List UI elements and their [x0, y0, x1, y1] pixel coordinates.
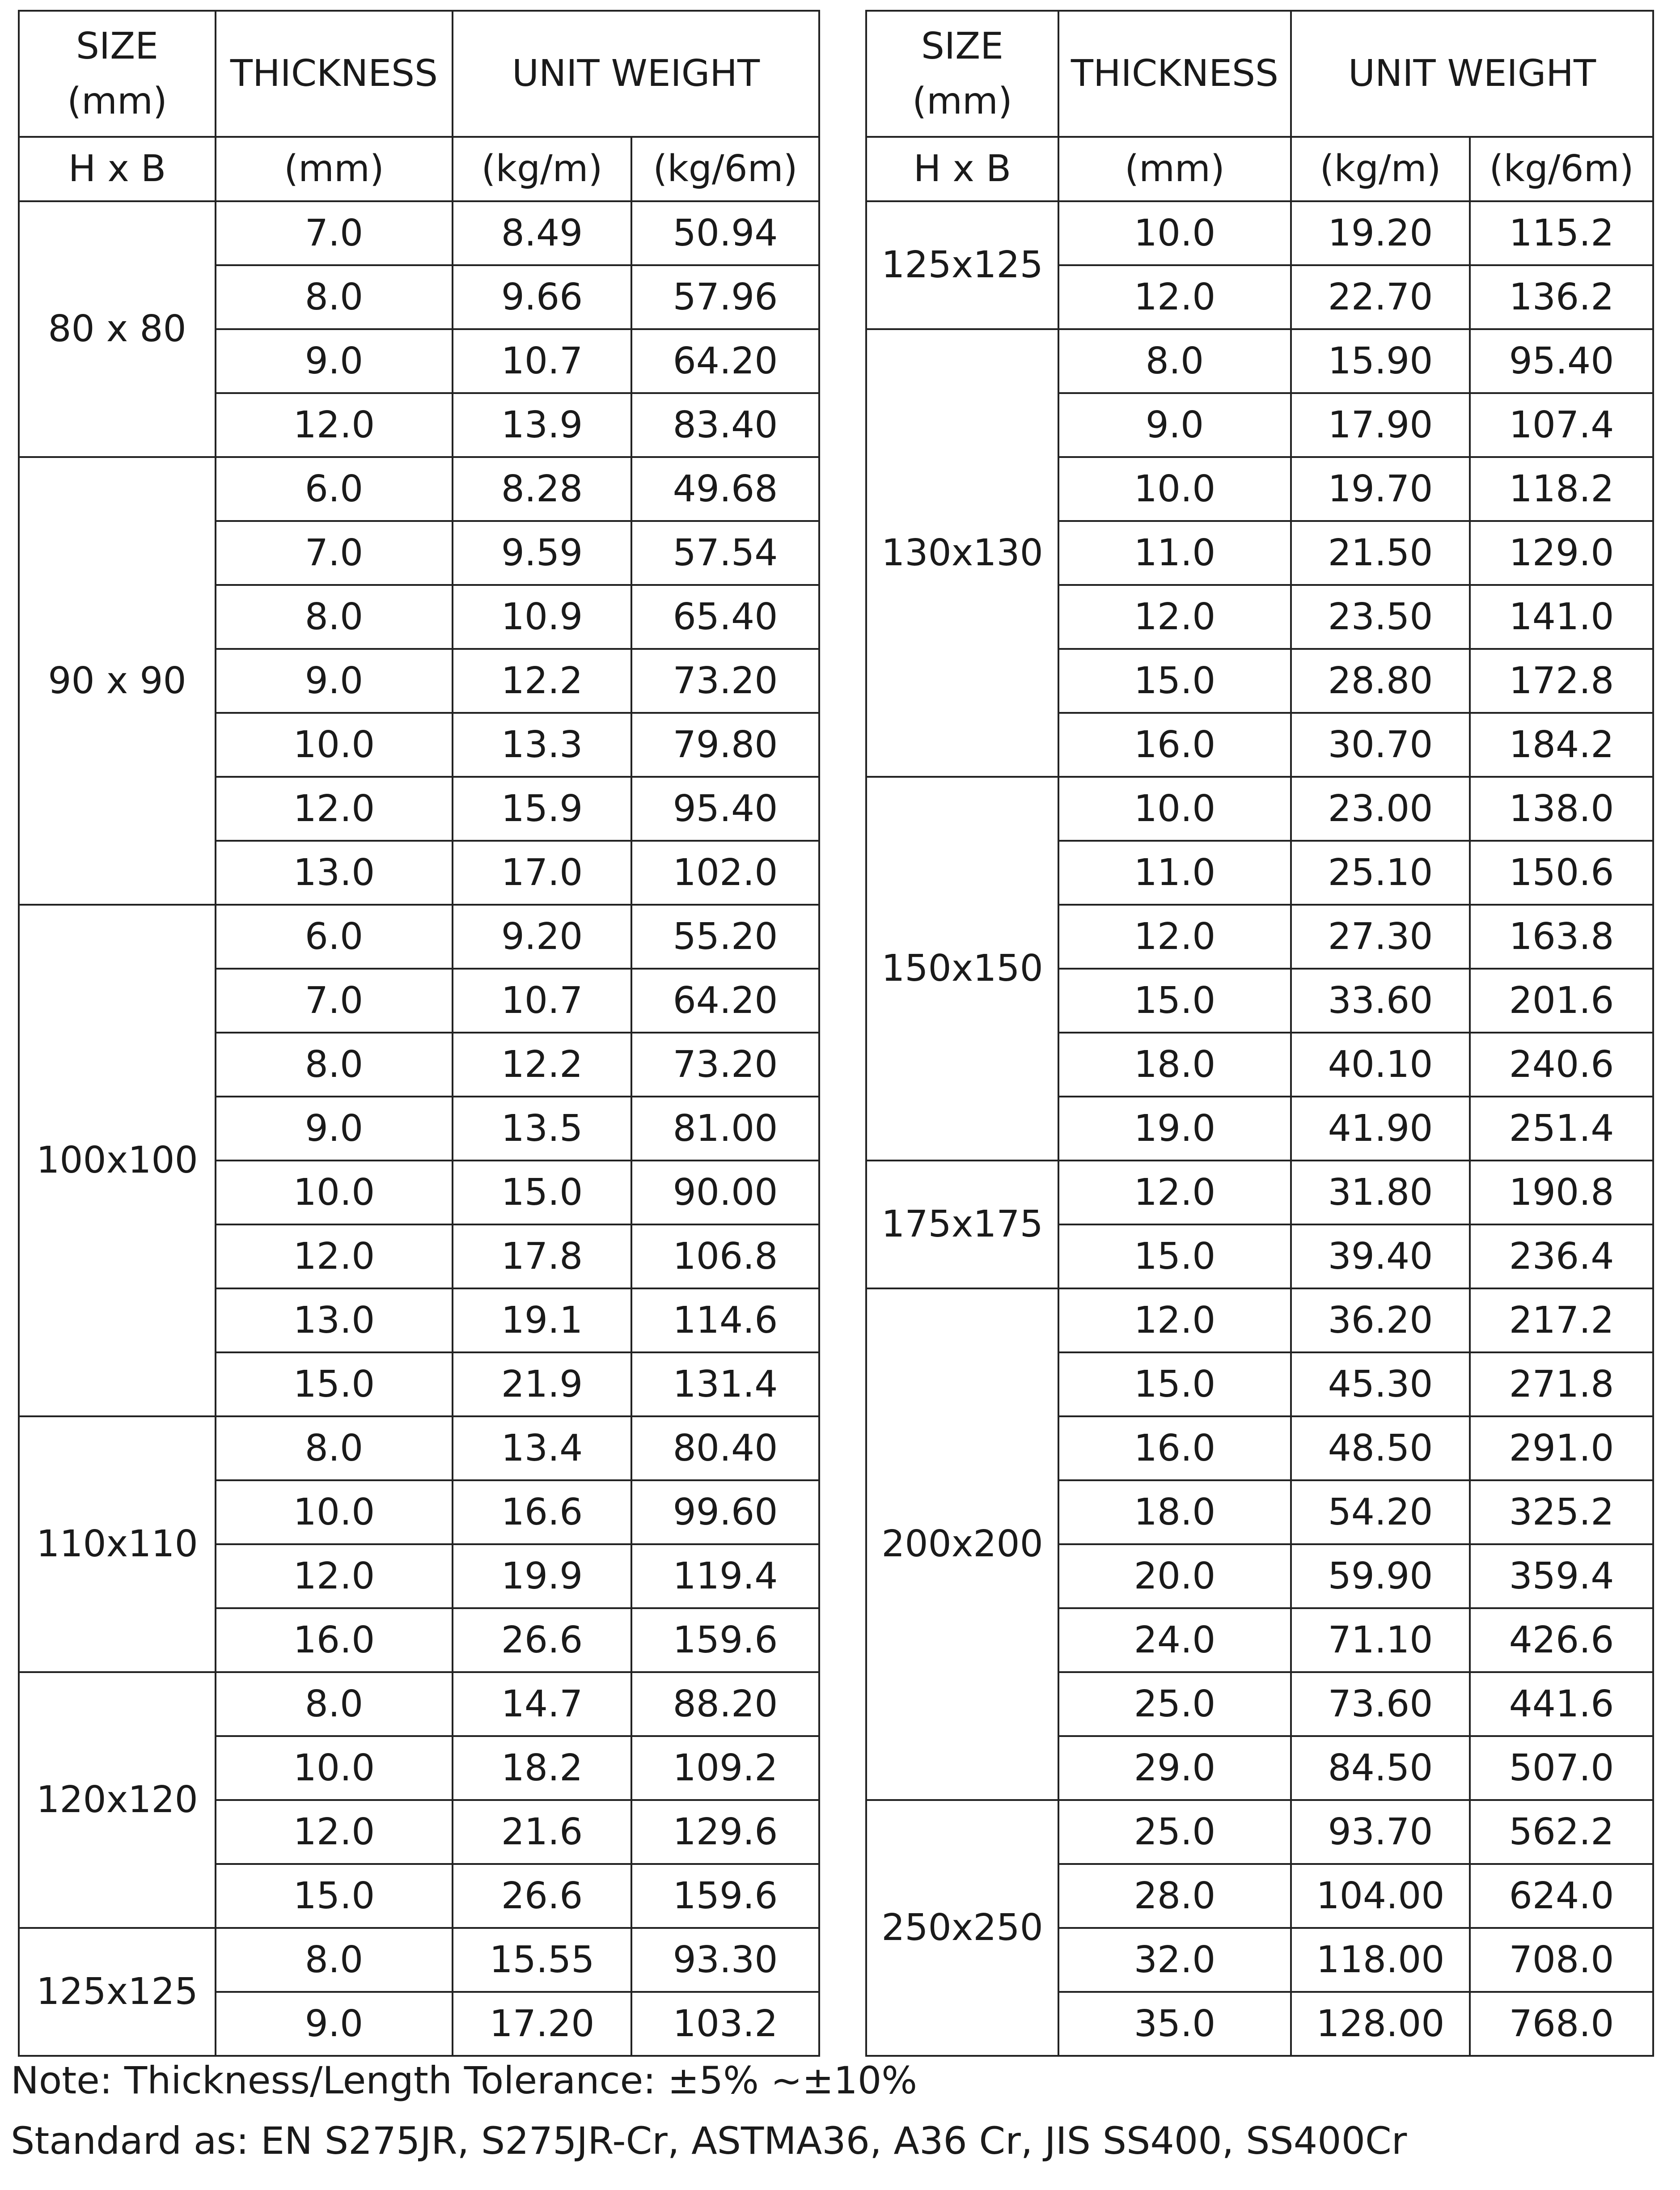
thickness-cell: 32.0 [1058, 1928, 1291, 1992]
weight-kgm-cell: 45.30 [1291, 1352, 1470, 1416]
thickness-cell: 16.0 [1058, 1416, 1291, 1480]
thickness-cell: 15.0 [1058, 1352, 1291, 1416]
size-header-label: SIZE [76, 25, 159, 68]
thickness-cell: 18.0 [1058, 1033, 1291, 1097]
weight-kgm-cell: 13.9 [453, 393, 631, 457]
thickness-cell: 12.0 [1058, 585, 1291, 649]
table-row [866, 1288, 1653, 1352]
weight-kg6m-cell: 624.0 [1470, 1864, 1653, 1928]
weight-kg6m-cell: 325.2 [1470, 1480, 1653, 1544]
weight-kgm-header: (kg/m) [453, 137, 631, 201]
weight-kgm-cell: 19.20 [1291, 201, 1470, 265]
size-header [866, 11, 1058, 137]
size-cell: 175x175 [866, 1161, 1058, 1288]
weight-kgm-cell: 17.8 [453, 1224, 631, 1288]
weight-kgm-cell: 19.70 [1291, 457, 1470, 521]
size-cell: 125x125 [19, 1928, 216, 2056]
weight-kgm-cell: 10.7 [453, 969, 631, 1033]
thickness-header: THICKNESS [1058, 11, 1291, 137]
weight-kg6m-cell: 106.8 [631, 1224, 819, 1288]
weight-kg6m-cell: 441.6 [1470, 1672, 1653, 1736]
weight-kgm-cell: 15.9 [453, 777, 631, 841]
thickness-cell: 15.0 [1058, 649, 1291, 713]
thickness-cell: 25.0 [1058, 1672, 1291, 1736]
weight-kg6m-cell: 73.20 [631, 649, 819, 713]
weight-kg6m-cell: 251.4 [1470, 1097, 1653, 1161]
thickness-cell: 13.0 [216, 1288, 453, 1352]
weight-kgm-cell: 104.00 [1291, 1864, 1470, 1928]
weight-kg6m-header: (kg/6m) [631, 137, 819, 201]
thickness-cell: 15.0 [216, 1352, 453, 1416]
weight-kgm-cell: 71.10 [1291, 1608, 1470, 1672]
thickness-cell: 8.0 [216, 1928, 453, 1992]
weight-kgm-cell: 9.20 [453, 905, 631, 969]
thickness-cell: 8.0 [1058, 329, 1291, 393]
weight-kg6m-cell: 73.20 [631, 1033, 819, 1097]
table-row [19, 457, 819, 521]
thickness-cell: 12.0 [216, 1800, 453, 1864]
weight-kgm-cell: 21.50 [1291, 521, 1470, 585]
weight-kgm-cell: 13.3 [453, 713, 631, 777]
weight-kgm-cell: 30.70 [1291, 713, 1470, 777]
weight-kgm-cell: 22.70 [1291, 265, 1470, 329]
table-row [866, 777, 1653, 841]
thickness-cell: 11.0 [1058, 521, 1291, 585]
thickness-cell: 20.0 [1058, 1544, 1291, 1608]
weight-kg6m-cell: 201.6 [1470, 969, 1653, 1033]
weight-kg6m-cell: 129.6 [631, 1800, 819, 1864]
thickness-cell: 9.0 [216, 649, 453, 713]
weight-kg6m-cell: 83.40 [631, 393, 819, 457]
thickness-cell: 10.0 [216, 1480, 453, 1544]
thickness-cell: 15.0 [1058, 969, 1291, 1033]
weight-kgm-cell: 16.6 [453, 1480, 631, 1544]
weight-kgm-cell: 9.59 [453, 521, 631, 585]
right-weight-table [865, 10, 1654, 2057]
weight-kg6m-cell: 236.4 [1470, 1224, 1653, 1288]
weight-kgm-cell: 10.9 [453, 585, 631, 649]
weight-kgm-cell: 25.10 [1291, 841, 1470, 905]
size-cell: 120x120 [19, 1672, 216, 1928]
thickness-cell: 28.0 [1058, 1864, 1291, 1928]
weight-kg6m-cell: 708.0 [1470, 1928, 1653, 1992]
weight-kg6m-cell: 95.40 [1470, 329, 1653, 393]
standard-note: Standard as: EN S275JR, S275JR-Cr, ASTMA36, A36 Cr, JIS SS400, SS400Cr [11, 2119, 1407, 2163]
thickness-cell: 19.0 [1058, 1097, 1291, 1161]
size-cell: 130x130 [866, 329, 1058, 777]
thickness-cell: 8.0 [216, 265, 453, 329]
weight-kg6m-cell: 95.40 [631, 777, 819, 841]
weight-kgm-cell: 15.0 [453, 1161, 631, 1224]
weight-kg6m-cell: 90.00 [631, 1161, 819, 1224]
weight-kgm-cell: 40.10 [1291, 1033, 1470, 1097]
weight-kg6m-cell: 93.30 [631, 1928, 819, 1992]
size-subheader: H x B [866, 137, 1058, 201]
thickness-cell: 6.0 [216, 905, 453, 969]
weight-kgm-cell: 13.5 [453, 1097, 631, 1161]
weight-kg6m-cell: 562.2 [1470, 1800, 1653, 1864]
thickness-cell: 8.0 [216, 1416, 453, 1480]
thickness-cell: 10.0 [216, 713, 453, 777]
weight-kg6m-cell: 65.40 [631, 585, 819, 649]
weight-kgm-cell: 12.2 [453, 649, 631, 713]
size-cell: 100x100 [19, 905, 216, 1416]
size-cell: 110x110 [19, 1416, 216, 1672]
thickness-cell: 9.0 [216, 1992, 453, 2056]
thickness-cell: 11.0 [1058, 841, 1291, 905]
table-row [19, 905, 819, 969]
weight-kgm-cell: 15.90 [1291, 329, 1470, 393]
table-row [19, 1928, 819, 1992]
thickness-cell: 29.0 [1058, 1736, 1291, 1800]
weight-kg6m-cell: 57.96 [631, 265, 819, 329]
size-cell: 80 x 80 [19, 201, 216, 457]
weight-kgm-cell: 41.90 [1291, 1097, 1470, 1161]
notes-block [11, 2059, 1407, 2182]
thickness-cell: 9.0 [216, 329, 453, 393]
weight-kgm-cell: 19.9 [453, 1544, 631, 1608]
weight-kg6m-cell: 768.0 [1470, 1992, 1653, 2056]
weight-kgm-cell: 19.1 [453, 1288, 631, 1352]
weight-kg6m-cell: 136.2 [1470, 265, 1653, 329]
size-cell: 200x200 [866, 1288, 1058, 1800]
weight-kg6m-cell: 141.0 [1470, 585, 1653, 649]
weight-kgm-cell: 17.0 [453, 841, 631, 905]
thickness-cell: 18.0 [1058, 1480, 1291, 1544]
weight-kgm-cell: 27.30 [1291, 905, 1470, 969]
table-row [866, 1800, 1653, 1864]
weight-kg6m-cell: 159.6 [631, 1864, 819, 1928]
weight-kg6m-cell: 102.0 [631, 841, 819, 905]
weight-kg6m-header: (kg/6m) [1470, 137, 1653, 201]
thickness-cell: 15.0 [1058, 1224, 1291, 1288]
weight-kg6m-cell: 426.6 [1470, 1608, 1653, 1672]
weight-kgm-cell: 17.20 [453, 1992, 631, 2056]
weight-kg6m-cell: 64.20 [631, 969, 819, 1033]
weight-kg6m-cell: 271.8 [1470, 1352, 1653, 1416]
weight-kgm-cell: 59.90 [1291, 1544, 1470, 1608]
weight-kg6m-cell: 131.4 [631, 1352, 819, 1416]
weight-kg6m-cell: 79.80 [631, 713, 819, 777]
thickness-cell: 16.0 [1058, 713, 1291, 777]
weight-kgm-cell: 18.2 [453, 1736, 631, 1800]
size-header [19, 11, 216, 137]
weight-kg6m-cell: 114.6 [631, 1288, 819, 1352]
weight-kg6m-cell: 55.20 [631, 905, 819, 969]
weight-kg6m-cell: 118.2 [1470, 457, 1653, 521]
thickness-cell: 12.0 [216, 1544, 453, 1608]
weight-kgm-cell: 26.6 [453, 1864, 631, 1928]
weight-kgm-cell: 17.90 [1291, 393, 1470, 457]
thickness-cell: 10.0 [1058, 201, 1291, 265]
weight-kg6m-cell: 150.6 [1470, 841, 1653, 905]
thickness-cell: 13.0 [216, 841, 453, 905]
weight-kg6m-cell: 80.40 [631, 1416, 819, 1480]
thickness-unit: (mm) [216, 137, 453, 201]
table-row [19, 1672, 819, 1736]
right-table-body [866, 201, 1653, 2056]
weight-kgm-cell: 9.66 [453, 265, 631, 329]
weight-kgm-cell: 28.80 [1291, 649, 1470, 713]
thickness-cell: 10.0 [216, 1161, 453, 1224]
table-row [866, 201, 1653, 265]
thickness-cell: 10.0 [1058, 777, 1291, 841]
left-weight-table [18, 10, 820, 2057]
thickness-cell: 8.0 [216, 1033, 453, 1097]
weight-kgm-cell: 54.20 [1291, 1480, 1470, 1544]
size-subheader: H x B [19, 137, 216, 201]
thickness-unit: (mm) [1058, 137, 1291, 201]
weight-kgm-header: (kg/m) [1291, 137, 1470, 201]
thickness-cell: 24.0 [1058, 1608, 1291, 1672]
thickness-cell: 8.0 [216, 585, 453, 649]
weight-kgm-cell: 48.50 [1291, 1416, 1470, 1480]
weight-kgm-cell: 93.70 [1291, 1800, 1470, 1864]
weight-kgm-cell: 26.6 [453, 1608, 631, 1672]
thickness-header: THICKNESS [216, 11, 453, 137]
weight-kg6m-cell: 129.0 [1470, 521, 1653, 585]
weight-kgm-cell: 12.2 [453, 1033, 631, 1097]
weight-kgm-cell: 73.60 [1291, 1672, 1470, 1736]
weight-kg6m-cell: 115.2 [1470, 201, 1653, 265]
left-table-body [19, 201, 819, 2056]
table-row [866, 1161, 1653, 1224]
weight-kg6m-cell: 291.0 [1470, 1416, 1653, 1480]
weight-kg6m-cell: 240.6 [1470, 1033, 1653, 1097]
weight-kgm-cell: 10.7 [453, 329, 631, 393]
weight-kg6m-cell: 49.68 [631, 457, 819, 521]
table-row [19, 201, 819, 265]
thickness-cell: 25.0 [1058, 1800, 1291, 1864]
weight-kgm-cell: 128.00 [1291, 1992, 1470, 2056]
weight-kgm-cell: 23.00 [1291, 777, 1470, 841]
weight-kgm-cell: 118.00 [1291, 1928, 1470, 1992]
weight-kg6m-cell: 217.2 [1470, 1288, 1653, 1352]
size-cell: 125x125 [866, 201, 1058, 329]
weight-kg6m-cell: 172.8 [1470, 649, 1653, 713]
thickness-cell: 9.0 [216, 1097, 453, 1161]
tolerance-note: Note: Thickness/Length Tolerance: ±5% ~±10% [11, 2059, 918, 2102]
weight-kgm-cell: 8.49 [453, 201, 631, 265]
weight-kg6m-cell: 99.60 [631, 1480, 819, 1544]
thickness-cell: 12.0 [216, 777, 453, 841]
table-row [19, 1416, 819, 1480]
weight-kg6m-cell: 138.0 [1470, 777, 1653, 841]
size-cell: 90 x 90 [19, 457, 216, 905]
weight-kgm-cell: 39.40 [1291, 1224, 1470, 1288]
weight-kg6m-cell: 507.0 [1470, 1736, 1653, 1800]
thickness-cell: 12.0 [1058, 265, 1291, 329]
size-cell: 150x150 [866, 777, 1058, 1161]
thickness-cell: 7.0 [216, 969, 453, 1033]
thickness-cell: 10.0 [1058, 457, 1291, 521]
weight-kg6m-cell: 163.8 [1470, 905, 1653, 969]
weight-kg6m-cell: 109.2 [631, 1736, 819, 1800]
weight-kg6m-cell: 359.4 [1470, 1544, 1653, 1608]
weight-kg6m-cell: 119.4 [631, 1544, 819, 1608]
weight-kgm-cell: 14.7 [453, 1672, 631, 1736]
table-row [866, 329, 1653, 393]
thickness-cell: 12.0 [1058, 1161, 1291, 1224]
thickness-cell: 12.0 [1058, 1288, 1291, 1352]
weight-kg6m-cell: 184.2 [1470, 713, 1653, 777]
weight-kgm-cell: 31.80 [1291, 1161, 1470, 1224]
weight-kgm-cell: 15.55 [453, 1928, 631, 1992]
size-unit-label: (mm) [912, 80, 1012, 123]
thickness-cell: 7.0 [216, 201, 453, 265]
unit-weight-header: UNIT WEIGHT [453, 11, 819, 137]
size-header-label: SIZE [921, 25, 1004, 68]
weight-kgm-cell: 21.6 [453, 1800, 631, 1864]
weight-kgm-cell: 36.20 [1291, 1288, 1470, 1352]
thickness-cell: 12.0 [216, 393, 453, 457]
weight-kg6m-cell: 50.94 [631, 201, 819, 265]
weight-kgm-cell: 84.50 [1291, 1736, 1470, 1800]
weight-kg6m-cell: 64.20 [631, 329, 819, 393]
weight-kg6m-cell: 88.20 [631, 1672, 819, 1736]
thickness-cell: 16.0 [216, 1608, 453, 1672]
weight-kg6m-cell: 190.8 [1470, 1161, 1653, 1224]
weight-kg6m-cell: 81.00 [631, 1097, 819, 1161]
weight-kgm-cell: 23.50 [1291, 585, 1470, 649]
thickness-cell: 12.0 [1058, 905, 1291, 969]
thickness-cell: 7.0 [216, 521, 453, 585]
thickness-cell: 8.0 [216, 1672, 453, 1736]
weight-kg6m-cell: 103.2 [631, 1992, 819, 2056]
size-unit-label: (mm) [67, 80, 167, 123]
thickness-cell: 10.0 [216, 1736, 453, 1800]
weight-kgm-cell: 13.4 [453, 1416, 631, 1480]
weight-kgm-cell: 33.60 [1291, 969, 1470, 1033]
weight-kg6m-cell: 107.4 [1470, 393, 1653, 457]
thickness-cell: 12.0 [216, 1224, 453, 1288]
weight-kg6m-cell: 57.54 [631, 521, 819, 585]
weight-kgm-cell: 21.9 [453, 1352, 631, 1416]
thickness-cell: 9.0 [1058, 393, 1291, 457]
weight-kgm-cell: 8.28 [453, 457, 631, 521]
weight-kg6m-cell: 159.6 [631, 1608, 819, 1672]
thickness-cell: 35.0 [1058, 1992, 1291, 2056]
thickness-cell: 6.0 [216, 457, 453, 521]
thickness-cell: 15.0 [216, 1864, 453, 1928]
unit-weight-header: UNIT WEIGHT [1291, 11, 1653, 137]
size-cell: 250x250 [866, 1800, 1058, 2056]
